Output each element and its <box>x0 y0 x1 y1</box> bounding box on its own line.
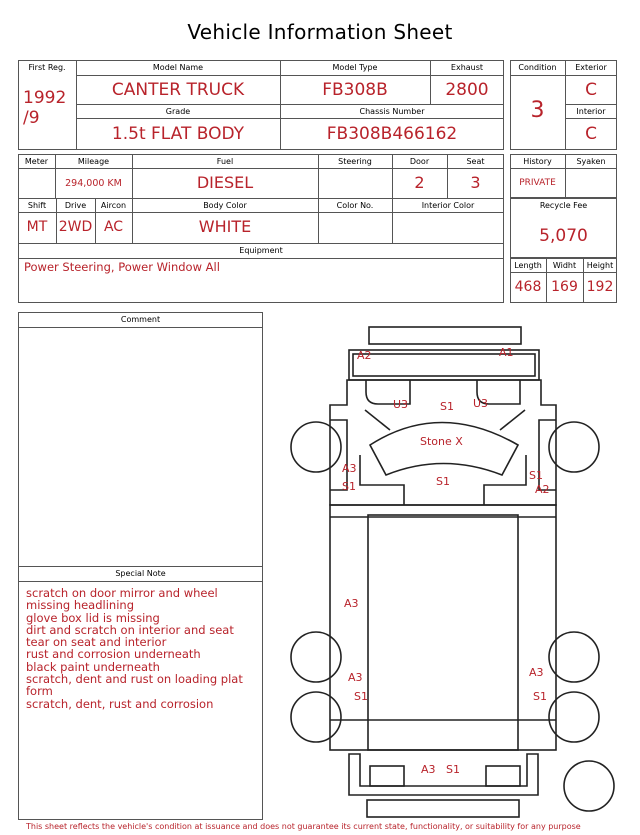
model-name-value: CANTER TRUCK <box>111 80 245 100</box>
model-name-label: Model Name <box>152 63 204 72</box>
damage-mark: A2 <box>535 483 550 496</box>
aircon-label: Aircon <box>100 201 127 210</box>
grade-value: 1.5t FLAT BODY <box>111 124 245 144</box>
rear-step <box>367 800 519 817</box>
height-label: Height <box>586 261 614 270</box>
door-label: Door <box>409 157 430 166</box>
sheet-title: Vehicle Information Sheet <box>187 20 453 44</box>
comment-label: Comment <box>120 315 161 324</box>
exhaust-value: 2800 <box>445 80 489 100</box>
rear-left-wheel-1 <box>291 632 341 682</box>
height-value: 192 <box>586 279 614 295</box>
special-note-label: Special Note <box>115 569 166 578</box>
history-value: PRIVATE <box>519 178 556 188</box>
door-value: 2 <box>414 173 425 192</box>
damage-mark: Stone X <box>420 435 463 448</box>
condition-value: 3 <box>530 98 545 123</box>
chassis-number-label: Chassis Number <box>359 107 425 116</box>
fuel-value: DIESEL <box>196 173 254 192</box>
damage-mark: A3 <box>342 462 357 475</box>
windshield <box>370 423 518 476</box>
special-note-line: scratch on door mirror and wheel <box>26 586 218 600</box>
special-note-line: glove box lid is missing <box>26 610 160 625</box>
first-reg-value: 1992 /9 <box>23 88 67 128</box>
seat-label: Seat <box>466 157 485 166</box>
rear-left-wheel-2 <box>291 692 341 742</box>
seat-value: 3 <box>470 173 481 192</box>
loading-bed <box>330 505 556 750</box>
special-note-line: rust and corrosion underneath <box>26 647 201 662</box>
condition-label: Condition <box>518 63 557 72</box>
damage-mark: A1 <box>499 346 514 359</box>
mileage-value: 294,000 KM <box>65 178 122 189</box>
interior-color-label: Interior Color <box>421 201 475 210</box>
exhaust-label: Exhaust <box>450 63 484 72</box>
front-grille <box>369 327 521 344</box>
rear-bumper <box>349 754 538 795</box>
disclaimer-footer: This sheet reflects the vehicle's condition at issuance and does not guarantee its current state, functionality, or suitability for any purpose <box>26 822 581 831</box>
special-note-line: scratch, dent, rust and corrosion <box>26 696 214 711</box>
damage-mark: A3 <box>421 763 436 776</box>
damage-mark: S1 <box>354 690 368 703</box>
special-note-line: missing headlining <box>26 598 134 613</box>
equipment-label: Equipment <box>239 246 283 255</box>
equipment-value: Power Steering, Power Window All <box>24 260 220 274</box>
special-note-line: form <box>26 684 53 699</box>
steering-label: Steering <box>338 157 372 166</box>
model-type-value: FB308B <box>322 80 388 100</box>
damage-mark: S1 <box>440 400 454 413</box>
damage-mark: A3 <box>344 597 359 610</box>
width-label: Widht <box>552 261 577 270</box>
length-label: Length <box>514 261 542 270</box>
recycle-fee-label: Recycle Fee <box>539 201 588 210</box>
chassis-number-value: FB308B466162 <box>326 124 458 144</box>
interior-value: C <box>585 124 597 144</box>
damage-mark: A2 <box>357 349 372 362</box>
model-type-label: Model Type <box>332 63 378 72</box>
first-reg-label: First Reg. <box>28 63 66 72</box>
drive-value: 2WD <box>58 219 93 235</box>
drive-label: Drive <box>64 201 87 210</box>
damage-mark: S1 <box>446 763 460 776</box>
damage-mark: A3 <box>529 666 544 679</box>
recycle-fee-value: 5,070 <box>539 226 588 246</box>
exterior-value: C <box>585 80 597 100</box>
damage-mark: S1 <box>529 469 543 482</box>
history-label: History <box>523 157 552 166</box>
shift-value: MT <box>26 219 48 235</box>
body-color-label: Body Color <box>203 201 247 210</box>
spare-wheel <box>564 761 614 811</box>
front-left-wheel <box>291 422 341 472</box>
special-note-line: scratch, dent and rust on loading plat <box>26 672 243 687</box>
damage-mark: U3 <box>473 397 489 410</box>
length-value: 468 <box>514 279 542 295</box>
damage-mark: A3 <box>348 671 363 684</box>
shift-label: Shift <box>27 201 47 210</box>
aircon-value: AC <box>103 219 124 235</box>
mileage-label: Mileage <box>77 157 110 166</box>
syaken-label: Syaken <box>576 157 606 166</box>
special-note-line: dirt and scratch on interior and seat <box>26 622 234 637</box>
width-value: 169 <box>551 279 578 295</box>
damage-mark: S1 <box>436 475 450 488</box>
damage-mark: S1 <box>342 480 356 493</box>
special-note-line: tear on seat and interior <box>26 635 167 650</box>
damage-mark: U3 <box>393 398 409 411</box>
damage-mark: S1 <box>533 690 547 703</box>
special-note-line: black paint underneath <box>26 659 160 674</box>
body-color-value: WHITE <box>198 217 252 236</box>
meter-label: Meter <box>24 157 49 166</box>
fuel-label: Fuel <box>216 157 234 166</box>
interior-label: Interior <box>576 107 606 116</box>
exterior-label: Exterior <box>575 63 607 72</box>
grade-label: Grade <box>165 107 191 116</box>
color-no-label: Color No. <box>336 201 374 210</box>
